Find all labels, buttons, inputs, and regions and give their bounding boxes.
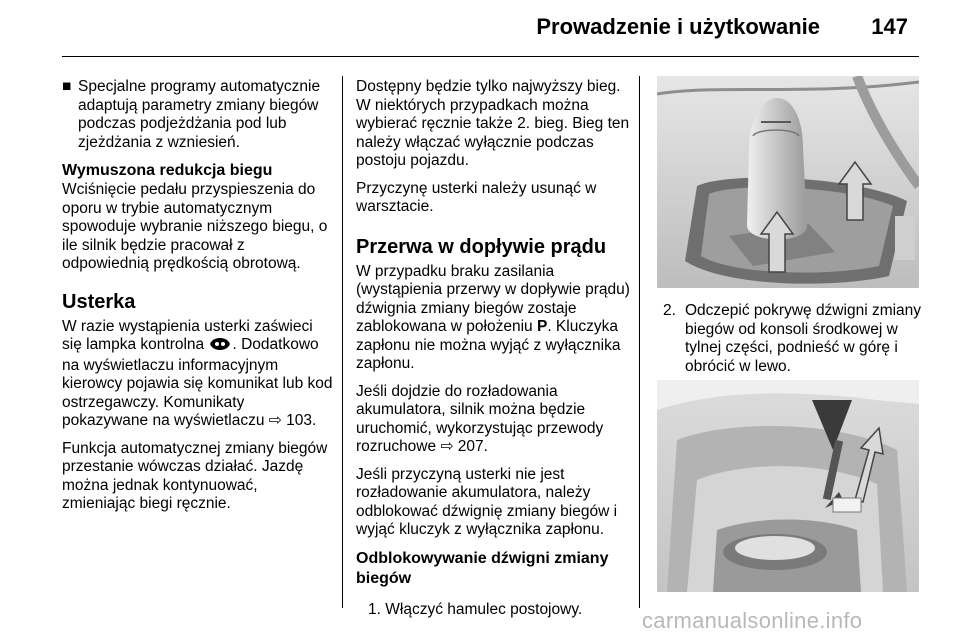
- gearbox-warning-icon: [208, 337, 232, 357]
- fault-page-reference: 103.: [286, 412, 317, 429]
- kickdown-text: Wciśnięcie pedału przyspieszenia do oporu w trybie automatycznym spowoduje wybranie niższego biegu, o ile silnik będzie pracował z odpowiednią prędkością obrotową.: [62, 181, 328, 272]
- screwdriver-release-illustration: [657, 380, 919, 592]
- column-divider-1: [342, 76, 343, 608]
- page-reference-arrow-icon: ⇨: [268, 412, 282, 429]
- park-position-letter: P: [536, 318, 548, 335]
- step-1-number: 1.: [368, 600, 381, 618]
- step-2-text: Odczepić pokrywę dźwigni zmiany biegów od konsoli środkowej w tylnej części, podnieść w górę i obrócić w lewo.: [685, 302, 922, 375]
- power-failure-heading: Przerwa w dopływie prądu: [356, 235, 607, 258]
- power-text-b: . Kluczyka zapłonu nie można wyjąć z wyłącznika zapłonu.: [356, 318, 621, 372]
- workshop-text: Przyczynę usterki należy usunąć w warsztacie.: [356, 179, 597, 215]
- bullet-item: [62, 78, 334, 152]
- header-divider: [62, 56, 919, 57]
- unlock-heading: Odblokowywanie dźwigni zmiany biegów: [356, 549, 609, 587]
- step-1: [356, 601, 632, 620]
- power-failure-paragraph: [356, 263, 632, 374]
- bullet-marker: ■: [62, 78, 72, 95]
- page-reference-arrow-icon: ⇨: [440, 438, 454, 455]
- step-2: [663, 302, 925, 376]
- unlock-lever-text: Jeśli przyczyną usterki nie jest rozładowanie akumulatora, należy odblokować dźwignię zmiany biegów i wyjąć kluczyk z wyłącznika zapłonu.: [356, 465, 618, 538]
- fault-heading: Usterka: [62, 290, 136, 313]
- page-title: Prowadzenie i użytkowanie: [536, 14, 820, 39]
- column-2: [356, 78, 632, 619]
- battery-paragraph: [356, 383, 632, 457]
- kickdown-heading: Wymuszona redukcja biegu: [62, 162, 273, 179]
- step-1-text: Włączyć hamulec postojowy.: [385, 600, 583, 618]
- power-text-a: W przypadku braku zasilania (wystąpienia przerwy w dopływie prądu) dźwignia zmiany biegów zostaje zablokowana w położeniu: [356, 262, 630, 335]
- column-divider-2: [639, 76, 640, 608]
- column-1: [62, 78, 334, 523]
- page-number: 147: [871, 14, 908, 39]
- bullet-text: Specjalne programy automatycznie adaptują parametry zmiany biegów podczas podjeżdżania pod lub zjeżdżania z wzniesień.: [78, 78, 321, 151]
- highest-gear-text: Dostępny będzie tylko najwyższy bieg. W niektórych przypadkach można wybierać ręcznie także 2. bieg. Bieg ten należy włączać wyłącznie podczas postoju pojazdu.: [356, 78, 630, 169]
- step-2-number: 2.: [663, 302, 676, 319]
- fault-text-a: W razie wystąpienia usterki zaświeci się lampka kontrolna: [62, 317, 313, 353]
- battery-page-reference: 207.: [457, 438, 488, 455]
- fault-text-b: . Dodatkowo na wyświetlaczu informacyjnym kierowcy pojawia się komunikat lub kod ostrzegawczy. Komunikaty pokazywane na wyświetlaczu: [62, 336, 333, 429]
- watermark: carmanualsonline.info: [642, 608, 863, 633]
- fault-paragraph-2: Funkcja automatycznej zmiany biegów przestanie wówczas działać. Jazdę można jednak kontynuować, zmieniając biegi ręcznie.: [62, 439, 328, 512]
- battery-text: Jeśli dojdzie do rozładowania akumulatora, silnik można będzie uruchomić, wykorzystując przewody rozruchowe: [356, 382, 604, 455]
- gear-lever-cover-illustration: [657, 76, 919, 288]
- fault-paragraph: [62, 318, 334, 431]
